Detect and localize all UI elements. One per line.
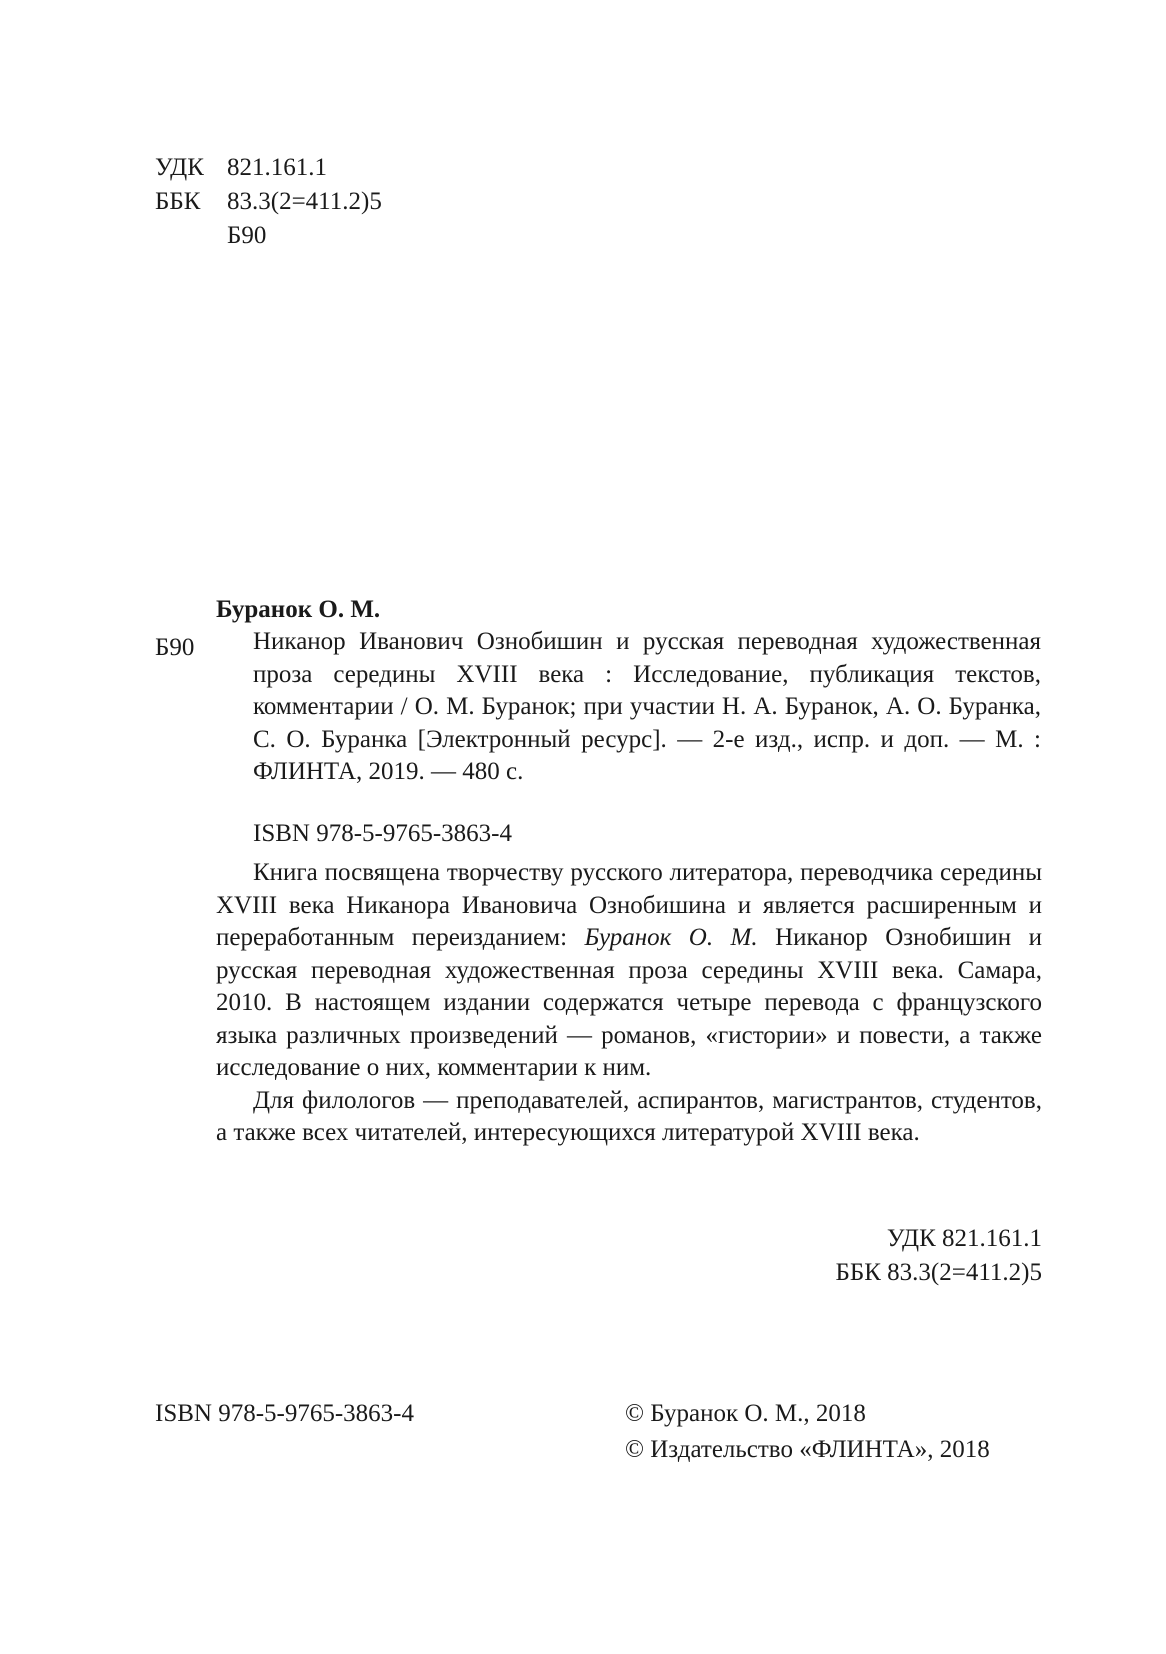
footer-isbn: ISBN 978-5-9765-3863-4 [155, 1400, 415, 1427]
annotation-p1-end: Никанор Ознобишин и русская переводная художественная проза середины XVIII века. Самара, 2010. В настоящем издании содержатся четыре перевода с французского языка различных произведений — романов, «гистории» и повести, а также исследование о них, комментарии к ним. [216, 924, 1042, 1081]
annotation-p1-italic: Буранок О. М. [584, 924, 758, 951]
author-mark-top: Б90 [227, 222, 267, 249]
author-mark-side: Б90 [155, 634, 195, 661]
copyright-author: © Буранок О. М., 2018 [625, 1400, 866, 1427]
description-text: Никанор Иванович Ознобишин и русская переводная художественная проза середины XVIII века : Исследование, публикация текстов, комментарии / О. М. Буранок; при участии Н. А. Буранок, А. О. Буранка, С. О. Буранка [Электронный ресурс]. — 2-е изд., испр. и доп. — М. : ФЛИНТА, 2019. — 480 с. [253, 628, 1041, 785]
classification-codes [155, 151, 382, 253]
udk-label: УДК [155, 154, 204, 181]
annotation-paragraph-2: Для филологов — преподавателей, аспирантов, магистрантов, студентов, а также всех читателей, интересующихся литературой XVIII века. [216, 1086, 1042, 1146]
right-udk: УДК 821.161.1 [886, 1225, 1042, 1252]
bbk-label: ББК [155, 188, 201, 215]
right-classification-codes [762, 1222, 1042, 1290]
right-bbk: ББК 83.3(2=411.2)5 [835, 1259, 1042, 1286]
annotation-p1-start: Книга посвящена творчеству русского литератора, переводчика середины XVIII века Никанора Ивановича Ознобишина и является расширенным и переработанным переизданием: [216, 859, 1042, 951]
annotation [216, 857, 1042, 1150]
udk-value: 821.161.1 [227, 154, 327, 181]
udk-row [155, 151, 382, 185]
bbk-value: 83.3(2=411.2)5 [227, 188, 382, 215]
bibliographic-description [253, 626, 1041, 789]
annotation-paragraph-1 [216, 857, 1042, 1085]
copyright-block [625, 1397, 990, 1469]
isbn-entry: ISBN 978-5-9765-3863-4 [253, 820, 513, 847]
copyright-publisher: © Издательство «ФЛИНТА», 2018 [625, 1436, 990, 1463]
author-heading: Буранок О. М. [216, 596, 381, 623]
bbk-row [155, 185, 382, 219]
